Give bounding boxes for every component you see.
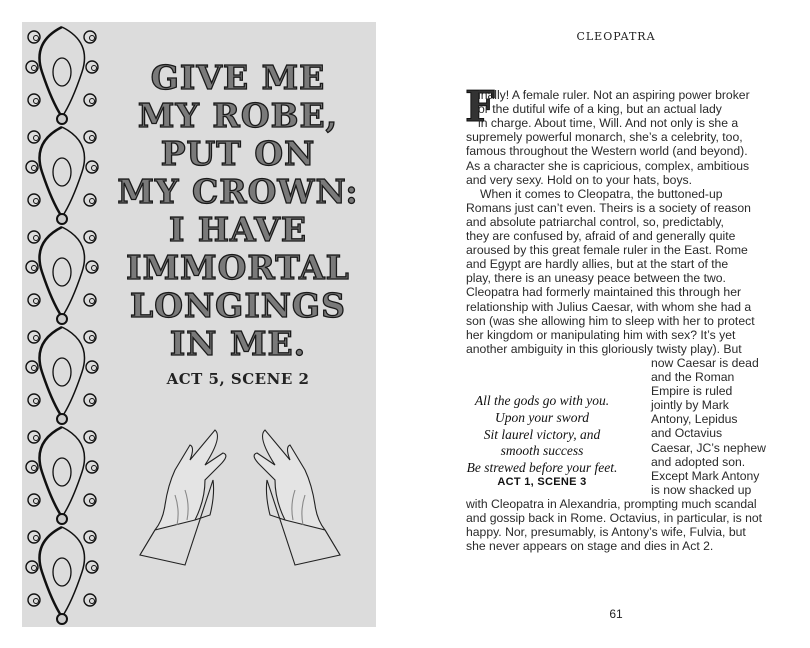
body-text-line: supremely powerful monarch, she’s a celebrity, too, xyxy=(466,130,743,145)
body-text-line: another ambiguity in this gloriously twisty play). But xyxy=(466,341,742,356)
body-text-line: Empire is ruled xyxy=(651,384,733,399)
body-text-line: Cleopatra had formerly maintained this through her xyxy=(466,285,742,300)
body-text-line: son (was she allowing him to sleep with her to protect xyxy=(466,313,755,328)
pull-quote-line: Be strewed before your feet. xyxy=(466,460,618,476)
body-text-line: and absolute patriarchal control, so, predictably, xyxy=(466,214,724,229)
featured-quote-line: MY ROBE, xyxy=(137,96,339,135)
pull-quote-line: All the gods go with you. xyxy=(474,393,610,408)
body-text-line: play, there is an uneasy peace between the two. xyxy=(466,271,726,286)
body-text-line: with Cleopatra in Alexandria, prompting much scandal xyxy=(466,496,757,511)
body-text-line: aroused by this great female ruler in the East. Rome xyxy=(466,243,748,258)
body-text-line: is now shacked up xyxy=(651,482,752,497)
ornamental-border-icon xyxy=(22,22,102,627)
body-text-line: they are confused by, afraid of and generally quite xyxy=(466,229,736,243)
body-text-line: jointly by Mark xyxy=(651,398,729,413)
body-text-line: Caesar, JC’s nephew xyxy=(651,440,766,455)
body-text-line: in charge. About time, Will. And not only is she a xyxy=(478,116,739,131)
body-text-line: or the dutiful wife of a king, but an actual lady xyxy=(478,102,722,117)
body-text-line: and Octavius xyxy=(651,426,723,441)
featured-quote xyxy=(100,59,376,363)
body-text-line: and adopted son. xyxy=(651,454,746,469)
featured-quote-line: IN ME. xyxy=(169,324,307,363)
featured-quote-line: IMMORTAL xyxy=(126,248,350,287)
featured-quote-line: GIVE ME xyxy=(150,58,326,97)
featured-quote-line: MY CROWN: xyxy=(117,172,359,211)
featured-quote-citation: ACT 5, SCENE 2 xyxy=(166,370,310,388)
body-text-line: relationship with Julius Caesar, with whom she had a xyxy=(466,299,752,314)
body-text-line: famous throughout the Western world (and beyond). xyxy=(466,144,748,159)
body-text-line: and gossip back in Rome. Octavius, in particular, is not xyxy=(466,511,763,525)
body-text-line: and Egypt are hardly allies, but at the start of the xyxy=(466,257,729,272)
page-number: 61 xyxy=(609,607,623,621)
body-text-line: now Caesar is dead xyxy=(651,355,759,370)
body-text-line: Except Mark Antony xyxy=(651,468,760,483)
drop-cap: F xyxy=(465,82,495,131)
body-text-line: and the Roman xyxy=(651,370,735,384)
body-text-line: inally! A female ruler. Not an aspiring power broker xyxy=(478,88,750,102)
pull-quote-citation: ACT 1, SCENE 3 xyxy=(497,476,587,488)
body-text-line: and very sexy. Hold on to your hats, boys. xyxy=(466,172,693,187)
pull-quote-line: Upon your sword xyxy=(494,409,589,425)
featured-quote-line: I HAVE xyxy=(168,210,308,249)
body-text-line: As a character she is capricious, complex, ambitious xyxy=(466,158,750,173)
body-text-line: her kingdom or manipulating him with sex? It’s yet xyxy=(466,327,736,342)
body-text-line: happy. Nor, presumably, is Antony’s wife, Fulvia, but xyxy=(466,525,746,540)
featured-quote-line: LONGINGS xyxy=(130,286,346,325)
featured-quote-line: PUT ON xyxy=(160,134,316,173)
running-head: CLEOPATRA xyxy=(576,30,656,43)
body-text-line: Romans just can’t even. Theirs is a society of reason xyxy=(466,200,751,215)
body-text-line: When it comes to Cleopatra, the buttoned-up xyxy=(480,186,723,201)
body-text-line: Antony, Lepidus xyxy=(651,412,738,427)
body-text-line: she never appears on stage and dies in Act 2. xyxy=(466,539,714,554)
pull-quote-line: smooth success xyxy=(500,443,584,459)
hands-illustration-icon xyxy=(135,425,345,585)
pull-quote-line: Sit laurel victory, and xyxy=(483,426,601,442)
